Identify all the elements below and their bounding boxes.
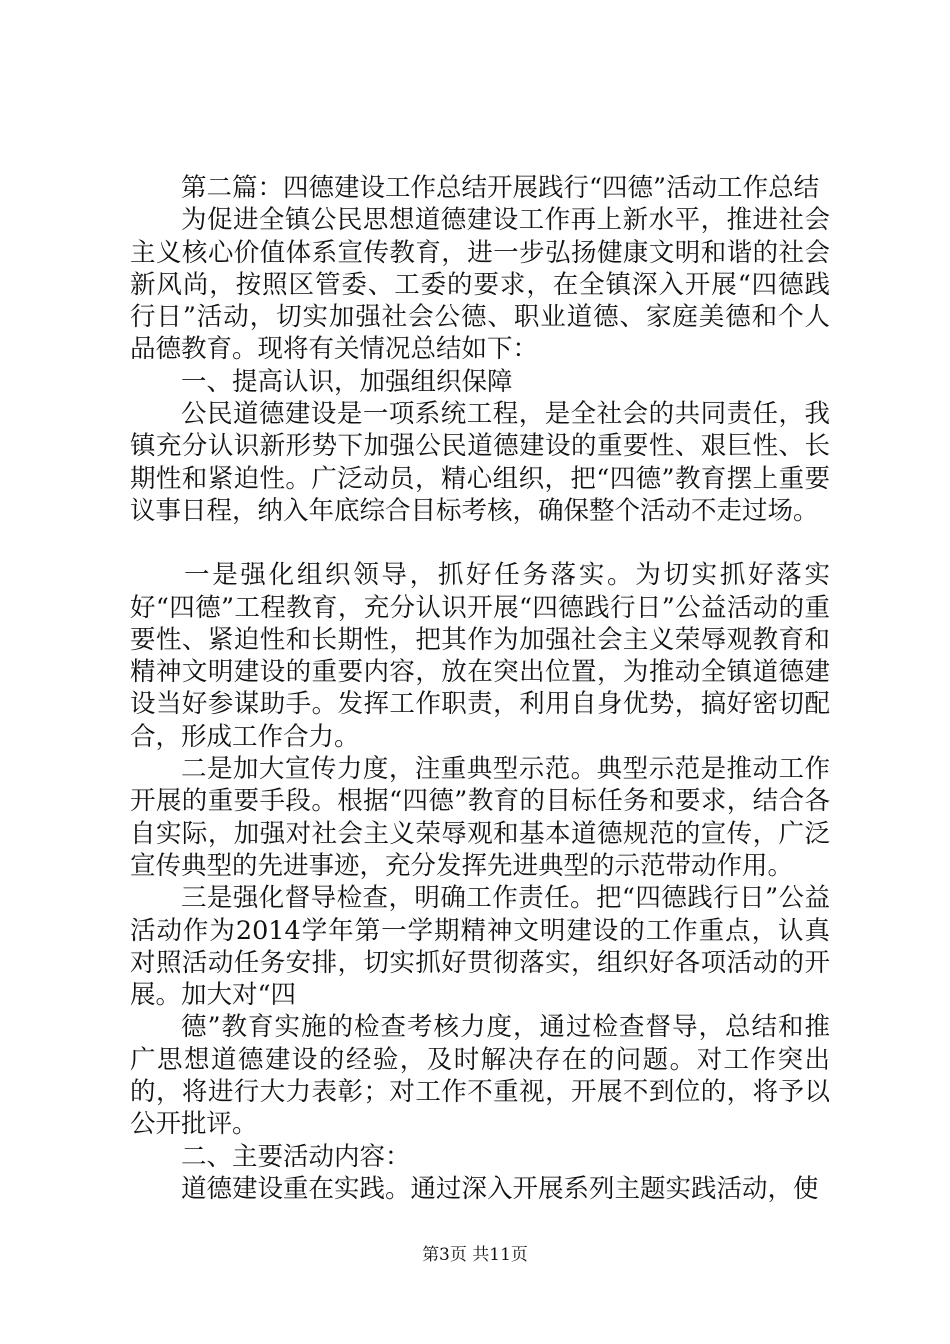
- section-heading-1: 一、提高认识，加强组织保障: [181, 366, 513, 397]
- page-footer: 第3页 共11页: [422, 1245, 528, 1265]
- paragraph-section-1: 公民道德建设是一项系统工程，是全社会的共同责任，我镇充分认识新形势下加强公民道德建设的重要性、艰巨性、长期性和紧迫性。广泛动员，精心组织，把“四德”教育摆上重要议事日程，纳入年底综合目标考核，确保整个活动不走过场。: [130, 399, 830, 526]
- paragraph-point-1: 一是强化组织领导，抓好任务落实。为切实抓好落实好“四德”工程教育，充分认识开展“四德践行日”公益活动的重要性、紧迫性和长期性，把其作为加强社会主义荣辱观教育和精神文明建设的重要内容，放在突出位置，为推动全镇道德建设当好参谋助手。发挥工作职责，利用自身优势，搞好密切配合，形成工作合力。: [130, 560, 830, 752]
- paragraph-point-2: 二是加大宣传力度，注重典型示范。典型示范是推动工作开展的重要手段。根据“四德”教育的目标任务和要求，结合各自实际，加强对社会主义荣辱观和基本道德规范的宣传，广泛宣传典型的先进事迹，充分发挥先进典型的示范带动作用。: [130, 754, 830, 881]
- paragraph-section-2: 道德建设重在实践。通过深入开展系列主题实践活动，使: [181, 1173, 819, 1204]
- paragraph-point-3: 三是强化督导检查，明确工作责任。把“四德践行日”公益活动作为2014学年第一学期精神文明建设的工作重点，认真对照活动任务安排，切实抓好贯彻落实，组织好各项活动的开展。加大对“四: [130, 883, 830, 1011]
- paragraph-gap: [130, 527, 830, 559]
- section-heading-2: 二、主要活动内容：: [181, 1141, 411, 1172]
- document-title: 第二篇：四德建设工作总结开展践行“四德”活动工作总结: [181, 173, 820, 203]
- paragraph-point-3-continued: 德”教育实施的检查考核力度，通过检查督导，总结和推广思想道德建设的经验，及时解决存在的问题。对工作突出的，将进行大力表彰；对工作不重视，开展不到位的，将予以公开批评。: [130, 1012, 830, 1140]
- document-body: [130, 172, 830, 1205]
- paragraph-intro: 为促进全镇公民思想道德建设工作再上新水平，推进社会主义核心价值体系宣传教育，进一步弘扬健康文明和谐的社会新风尚，按照区管委、工委的要求，在全镇深入开展“四德践行日”活动，切实加强社会公德、职业道德、家庭美德和个人品德教育。现将有关情况总结如下：: [130, 205, 830, 365]
